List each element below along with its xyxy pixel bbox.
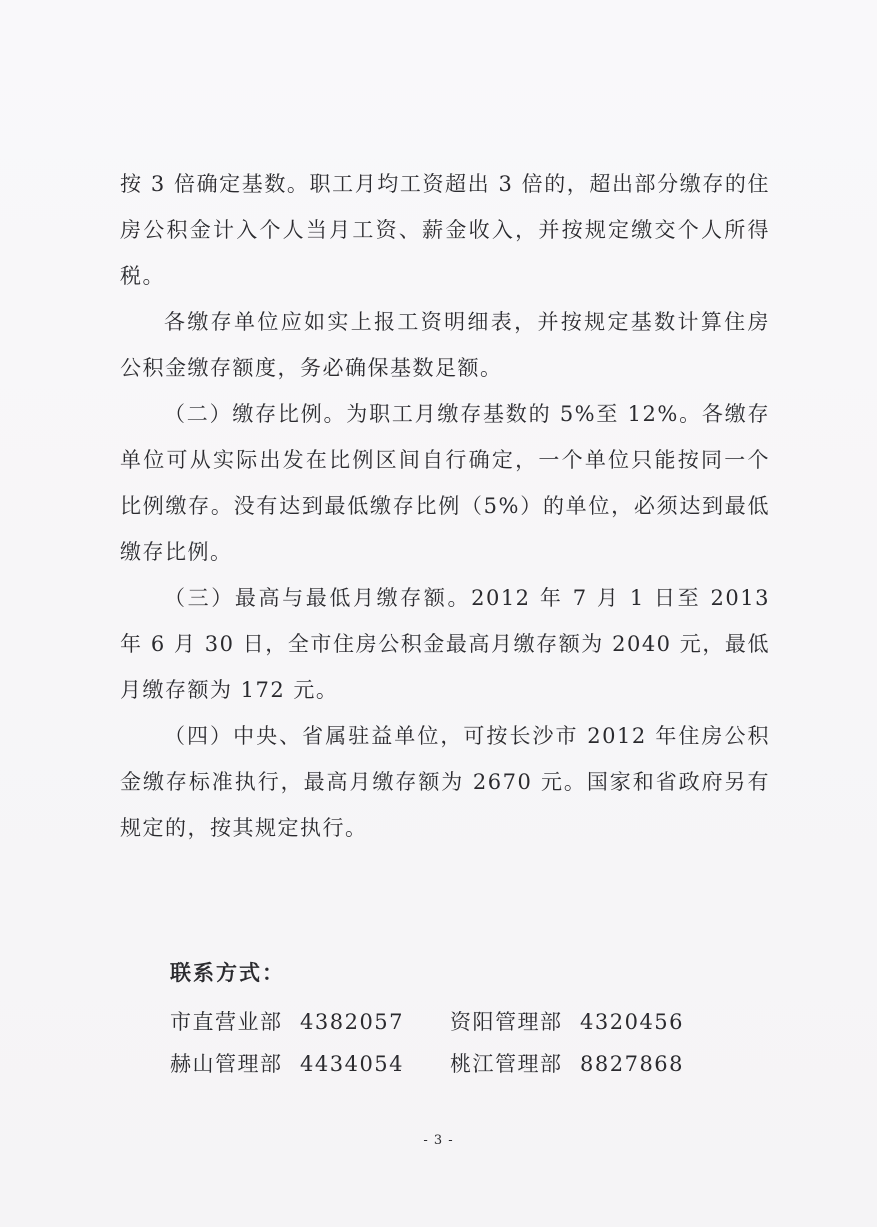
paragraph-1: 按 3 倍确定基数。职工月均工资超出 3 倍的，超出部分缴存的住房公积金计入个人当月工资、薪金收入，并按规定缴交个人所得税。 bbox=[120, 172, 770, 288]
contact-entry bbox=[450, 1043, 730, 1085]
contact-entry bbox=[170, 1001, 450, 1043]
paragraph-4: （三）最高与最低月缴存额。2012 年 7 月 1 日至 2013 年 6 月 30 日，全市住房公积金最高月缴存额为 2040 元，最低月缴存额为 172 元。 bbox=[120, 586, 770, 702]
office-name: 市直营业部 bbox=[170, 1010, 283, 1034]
office-name: 赫山管理部 bbox=[170, 1052, 283, 1076]
contact-row bbox=[170, 1043, 730, 1085]
contact-title: 联系方式： bbox=[170, 961, 285, 985]
page-number: - 3 - bbox=[423, 1133, 454, 1148]
office-phone: 4320456 bbox=[580, 1010, 685, 1034]
office-name: 桃江管理部 bbox=[450, 1052, 563, 1076]
office-phone: 4382057 bbox=[300, 1010, 405, 1034]
office-phone: 8827868 bbox=[580, 1052, 685, 1076]
office-phone: 4434054 bbox=[300, 1052, 405, 1076]
paragraph-5: （四）中央、省属驻益单位，可按长沙市 2012 年住房公积金缴存标准执行，最高月缴存额为 2670 元。国家和省政府另有规定的，按其规定执行。 bbox=[120, 724, 770, 840]
contact-row bbox=[170, 1001, 730, 1043]
contact-entry bbox=[170, 1043, 450, 1085]
contact-entry bbox=[450, 1001, 730, 1043]
paragraph-3: （二）缴存比例。为职工月缴存基数的 5%至 12%。各缴存单位可从实际出发在比例区间自行确定，一个单位只能按同一个比例缴存。没有达到最低缴存比例（5%）的单位，必须达到最低缴存比例。 bbox=[120, 402, 770, 564]
body-text bbox=[120, 161, 770, 851]
paragraph-2: 各缴存单位应如实上报工资明细表，并按规定基数计算住房公积金缴存额度，务必确保基数足额。 bbox=[120, 310, 770, 380]
office-name: 资阳管理部 bbox=[450, 1010, 563, 1034]
contact-section bbox=[170, 955, 730, 1085]
